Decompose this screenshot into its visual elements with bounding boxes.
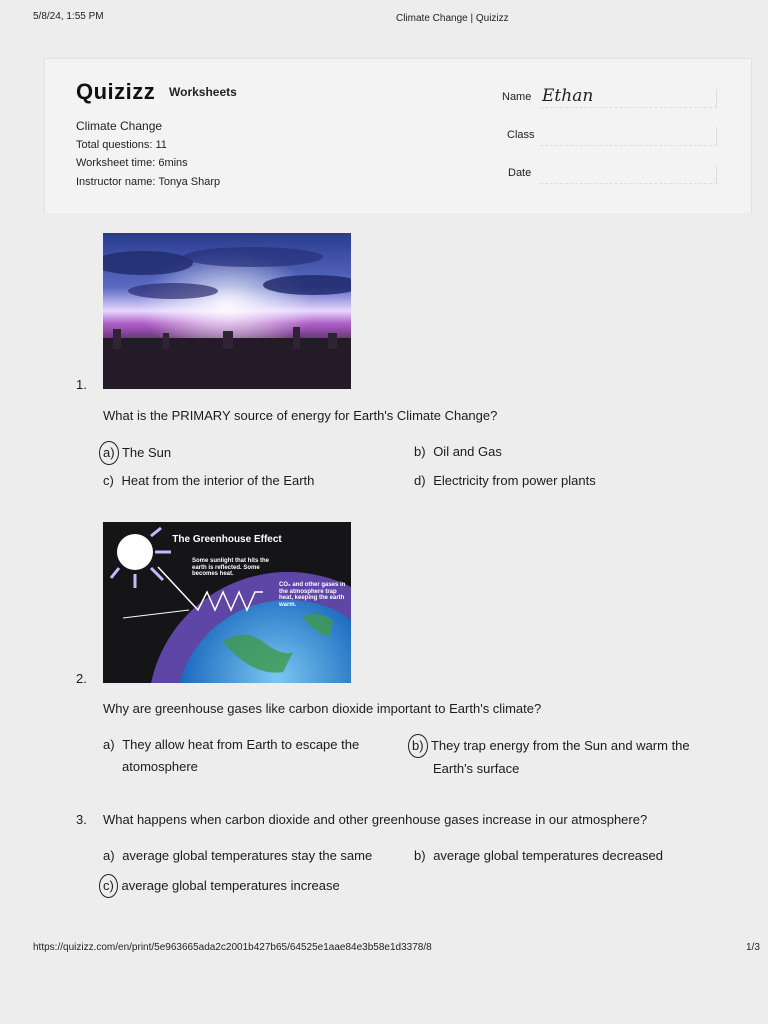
worksheets-label: Worksheets [169,85,237,99]
question-1-option-d[interactable]: d) Electricity from power plants [414,473,596,488]
greenhouse-caption-2: CO₂ and other gases in the atmosphere trap heat, keeping the earth warm. [279,582,346,608]
question-3-number: 3. [76,812,87,827]
quizizz-logo: Quizizz [76,79,156,104]
question-1-text: What is the PRIMARY source of energy for Earth's Climate Change? [103,408,498,423]
greenhouse-title: The Greenhouse Effect [172,534,282,545]
question-3-text: What happens when carbon dioxide and other greenhouse gases increase in our atmosphere? [103,812,648,827]
worksheet-time: Worksheet time: 6mins [76,157,188,169]
question-1-number: 1. [76,377,87,392]
print-url: https://quizizz.com/en/print/5e963665ada2c2001b427b65/64525e1aae84e3b58e1d3378/8 [33,942,432,953]
instructor-name: Instructor name: Tonya Sharp [76,176,221,188]
print-datetime: 5/8/24, 1:55 PM [33,11,104,22]
class-label: Class [507,129,535,141]
question-1-option-c[interactable]: c) Heat from the interior of the Earth [103,473,315,488]
date-label: Date [508,167,532,179]
question-2-text: Why are greenhouse gases like carbon dioxide important to Earth's climate? [103,701,542,716]
question-3-option-b[interactable]: b) average global temperatures decreased [414,848,663,863]
name-label: Name [502,91,532,103]
date-field[interactable] [540,165,717,184]
question-3-option-c[interactable]: c) average global temperatures increase [103,874,340,898]
worksheet-title: Climate Change [76,119,163,133]
total-questions: Total questions: 11 [76,139,167,151]
class-field[interactable] [540,127,717,146]
greenhouse-caption-1: Some sunlight that hits the earth is reflected. Some becomes heat. [192,558,270,577]
answer-circle: c) [99,874,118,898]
question-2-number: 2. [76,671,87,686]
city-sky-image [103,233,351,389]
question-1-option-a[interactable]: a) The Sun [103,441,171,465]
name-value-handwritten: Ethan [542,86,594,106]
question-2-option-a[interactable]: a) They allow heat from Earth to escape the atomosphere [103,737,360,774]
question-1-option-b[interactable]: b) Oil and Gas [414,444,502,459]
question-3-option-a[interactable]: a) average global temperatures stay the same [103,848,373,863]
question-2-option-b[interactable]: b) They trap energy from the Sun and warm the Earth's surface [412,734,732,780]
answer-circle: a) [99,441,119,465]
page-number: 1/3 [746,942,760,953]
answer-circle: b) [408,734,428,758]
print-page-title: Climate Change | Quizizz [396,13,509,24]
